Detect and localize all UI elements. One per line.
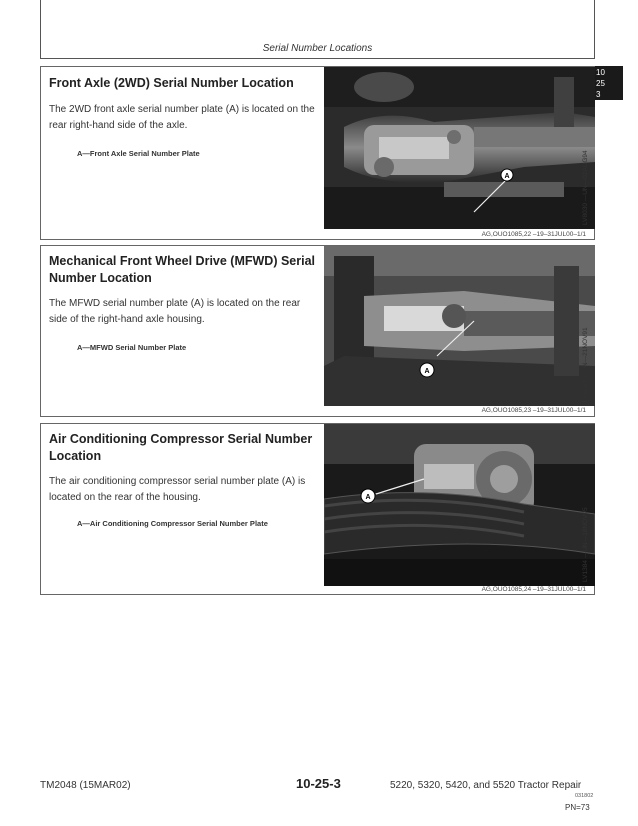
reference-code: AG,OUO1085,22 –19–31JUL00–1/1 (481, 231, 586, 238)
section-ac-compressor (40, 423, 595, 595)
tab-line: 10 (596, 68, 605, 77)
section-title: Air Conditioning Compressor Serial Number Location (49, 432, 313, 463)
section-body: The 2WD front axle serial number plate (A) is located on the rear right-hand side of the axle. (49, 104, 315, 131)
section-body: The MFWD serial number plate (A) is located on the rear side of the right-hand axle housing. (49, 298, 301, 325)
front-axle-photo (324, 67, 595, 229)
running-title: Serial Number Locations (262, 43, 373, 54)
section-title: Front Axle (2WD) Serial Number Location (49, 76, 294, 90)
figure-legend: A—Front Axle Serial Number Plate (77, 149, 200, 158)
manual-title: 5220, 5320, 5420, and 5520 Tractor Repair (390, 780, 582, 791)
reference-code: AG,OUO1085,24 –19–31JUL00–1/1 (481, 586, 586, 593)
section-title: Mechanical Front Wheel Drive (MFWD) Serial Number Location (49, 254, 316, 285)
reference-code: AG,OUO1085,23 –19–31JUL00–1/1 (481, 407, 586, 414)
ac-compressor-photo (324, 424, 595, 586)
photo-code: LV8030 —UN—02AUG94 (582, 150, 589, 225)
page-number: 10-25-3 (296, 776, 341, 791)
mfwd-photo (324, 246, 595, 406)
photo-code: LV8069 —UN—21NOV91 (582, 327, 589, 402)
photo-code: LV1384 —UN—18NOV95 (582, 507, 589, 582)
section-body: The air conditioning compressor serial number plate (A) is located on the rear of the housing. (49, 476, 306, 503)
section-tab (594, 66, 623, 100)
pn-number: PN=73 (565, 803, 590, 812)
section-mfwd (40, 245, 595, 417)
print-date: 031802 (575, 793, 594, 799)
callout-label: A (365, 494, 371, 501)
tab-line: 25 (596, 79, 605, 88)
section-front-axle (40, 66, 595, 240)
callout-label: A (424, 368, 430, 375)
callout-label: A (504, 173, 510, 180)
tab-line: 3 (596, 90, 601, 99)
figure-legend: A—Air Conditioning Compressor Serial Number Plate (77, 519, 268, 528)
header-rule (40, 58, 595, 59)
figure-legend: A—MFWD Serial Number Plate (77, 343, 187, 352)
manual-number: TM2048 (15MAR02) (40, 780, 131, 791)
